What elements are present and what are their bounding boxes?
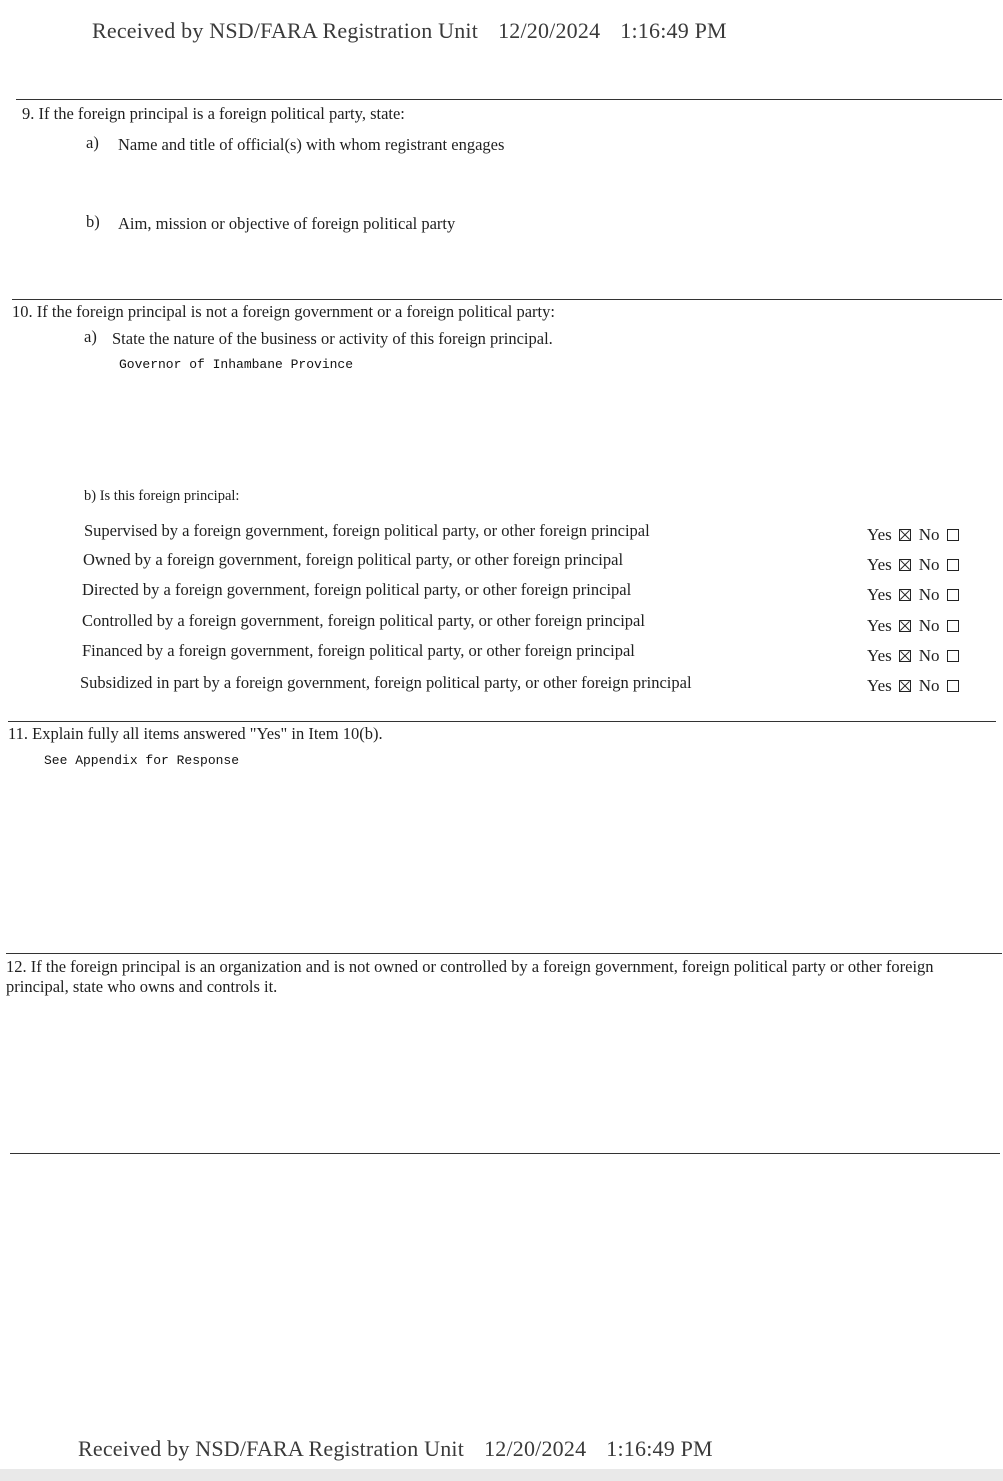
no-checkbox-5[interactable] (947, 650, 959, 662)
divider-item10 (12, 299, 1002, 300)
yes-checkbox-5[interactable] (899, 650, 911, 662)
item12-heading: 12. If the foreign principal is an organization and is not owned or controlled by a foreign government, foreign political party or other foreign principal, state who owns and controls it. (6, 957, 934, 996)
stamp-time: 1:16:49 PM (606, 1436, 713, 1461)
item11-answer: See Appendix for Response (44, 753, 240, 768)
no-label: No (918, 676, 940, 695)
no-checkbox-1[interactable] (947, 529, 959, 541)
yes-label: Yes (867, 676, 892, 695)
yes-checkbox-4[interactable] (899, 620, 911, 632)
no-label: No (918, 525, 940, 544)
yes-checkbox-1[interactable] (899, 529, 911, 541)
received-stamp-top (92, 18, 727, 44)
no-checkbox-2[interactable] (947, 559, 959, 571)
no-label: No (918, 585, 940, 604)
item9-a-text: Name and title of official(s) with whom registrant engages (118, 135, 505, 154)
item11-heading: 11. Explain fully all items answered "Yes" in Item 10(b). (8, 724, 383, 743)
item10-a-answer: Governor of Inhambane Province (119, 357, 354, 372)
stamp-label: Received by NSD/FARA Registration Unit (78, 1436, 465, 1461)
stamp-time: 1:16:49 PM (620, 18, 727, 43)
no-label: No (918, 616, 940, 635)
no-label: No (918, 555, 940, 574)
divider-bottom (10, 1153, 1000, 1154)
divider-item9 (16, 99, 1002, 100)
yes-checkbox-6[interactable] (899, 680, 911, 692)
item9-heading: 9. If the foreign principal is a foreign political party, state: (22, 104, 405, 123)
item10-question-6: Subsidized in part by a foreign government, foreign political party, or other foreign principal (80, 673, 692, 692)
stamp-date: 12/20/2024 (484, 1436, 587, 1461)
item10-question-2: Owned by a foreign government, foreign political party, or other foreign principal (83, 550, 624, 569)
stamp-label: Received by NSD/FARA Registration Unit (92, 18, 479, 43)
yes-label: Yes (867, 585, 892, 604)
no-label: No (918, 646, 940, 665)
item9-a-marker: a) (86, 133, 99, 152)
item10-question-4: Controlled by a foreign government, foreign political party, or other foreign principal (82, 611, 645, 630)
answer-row-3 (867, 585, 959, 605)
divider-item11 (8, 721, 996, 722)
item9-b-marker: b) (86, 212, 100, 231)
item10-question-5: Financed by a foreign government, foreign political party, or other foreign principal (82, 641, 635, 660)
item10-heading: 10. If the foreign principal is not a foreign government or a foreign political party: (12, 302, 555, 321)
yes-label: Yes (867, 646, 892, 665)
item10-question-3: Directed by a foreign government, foreign political party, or other foreign principal (82, 580, 632, 599)
yes-label: Yes (867, 616, 892, 635)
stamp-date: 12/20/2024 (498, 18, 601, 43)
received-stamp-bottom (78, 1436, 713, 1462)
no-checkbox-6[interactable] (947, 680, 959, 692)
yes-label: Yes (867, 525, 892, 544)
no-checkbox-3[interactable] (947, 589, 959, 601)
item10-b-heading: b) Is this foreign principal: (84, 488, 240, 504)
item10-a-marker: a) (84, 327, 97, 346)
divider-item12 (6, 953, 1002, 954)
item10-a-text: State the nature of the business or activity of this foreign principal. (112, 329, 553, 348)
no-checkbox-4[interactable] (947, 620, 959, 632)
answer-row-4 (867, 616, 959, 636)
yes-checkbox-3[interactable] (899, 589, 911, 601)
item9-b-text: Aim, mission or objective of foreign political party (118, 214, 456, 233)
answer-row-5 (867, 646, 959, 666)
item10-question-1: Supervised by a foreign government, foreign political party, or other foreign principal (84, 521, 650, 540)
yes-label: Yes (867, 555, 892, 574)
yes-checkbox-2[interactable] (899, 559, 911, 571)
answer-row-1 (867, 525, 959, 545)
answer-row-6 (867, 676, 959, 696)
answer-row-2 (867, 555, 959, 575)
